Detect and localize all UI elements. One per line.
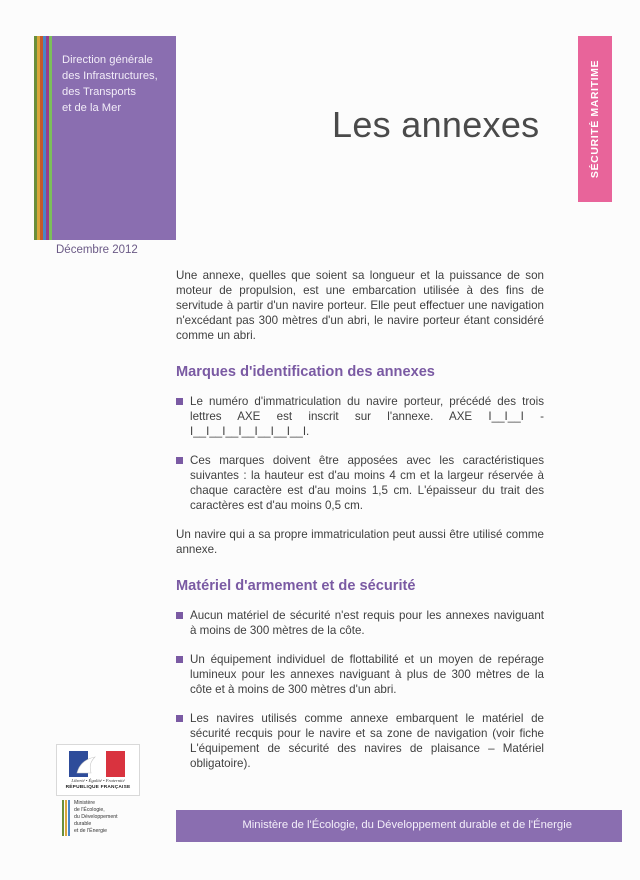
logo-motto: Liberté • Égalité • Fraternité xyxy=(71,778,125,783)
list-item xyxy=(176,453,544,513)
ministry-line: Ministère xyxy=(74,800,96,806)
list-item-text: Aucun matériel de sécurité n'est requis pour les annexes naviguant à moins de 300 mètres de la côte. xyxy=(190,609,544,637)
footer-ministry-name: Ministère de l'Écologie, du Développement durable et de l'Énergie xyxy=(242,819,572,831)
org-line: Direction générale xyxy=(62,54,153,66)
organization-name xyxy=(62,52,176,116)
main-content xyxy=(176,268,544,785)
publication-date: Décembre 2012 xyxy=(56,244,138,256)
equipment-list xyxy=(176,608,544,771)
side-tag xyxy=(578,36,612,202)
list-item-text: Les navires utilisés comme annexe embarquent le matériel de sécurité recquis pour le navire et sa zone de navigation (voir fiche L'équipement de sécurité des navires de plaisance – Matériel obligatoire). xyxy=(190,712,544,770)
bullet-square-icon xyxy=(176,457,183,464)
section-title-identification: Marques d'identification des annexes xyxy=(176,364,435,380)
ministry-line: du Développement xyxy=(74,814,118,820)
logo-republic: RÉPUBLIQUE FRANÇAISE xyxy=(65,785,131,790)
ministry-line: de l'Écologie, xyxy=(74,807,105,813)
republic-logo xyxy=(56,744,140,796)
org-line: des Transports xyxy=(62,86,136,98)
ministry-logo-text xyxy=(74,800,140,835)
bullet-square-icon xyxy=(176,656,183,663)
org-line: et de la Mer xyxy=(62,102,122,114)
color-stripes xyxy=(34,36,52,240)
list-item xyxy=(176,711,544,771)
section-title-equipment: Matériel d'armement et de sécurité xyxy=(176,578,416,594)
list-item xyxy=(176,394,544,439)
note-paragraph: Un navire qui a sa propre immatriculation peut aussi être utilisé comme annexe. xyxy=(176,528,544,556)
page-title: Les annexes xyxy=(332,104,540,145)
marianne-icon xyxy=(71,753,103,775)
bullet-square-icon xyxy=(176,715,183,722)
header-block xyxy=(34,36,176,240)
side-tag-label: SÉCURITÉ MARITIME xyxy=(589,59,601,179)
bullet-square-icon xyxy=(176,612,183,619)
list-item xyxy=(176,652,544,697)
list-item xyxy=(176,608,544,638)
footer-band xyxy=(176,810,622,842)
intro-paragraph: Une annexe, quelles que soient sa longueur et la puissance de son moteur de propulsion, est une embarcation utilisée à des fins de servitude à partir d'un navire porteur. Elle peut effectuer une navigation n'excédant pas 300 mètres d'un abri, le navire porteur étant considéré comme un abri. xyxy=(176,269,544,342)
org-line: des Infrastructures, xyxy=(62,70,158,82)
list-item-text: Un équipement individuel de flottabilité et un moyen de repérage lumineux pour les annexes naviguant à plus de 300 mètres de la côte et à moins de 300 mètres d'un abri. xyxy=(190,653,544,696)
ministry-line: durable xyxy=(74,821,92,827)
list-item-text: Le numéro d'immatriculation du navire porteur, précédé des trois lettres AXE est inscrit sur l'annexe. AXE I__I__I - I__I__I__I__I__I__I__I. xyxy=(190,395,544,438)
list-item-text: Ces marques doivent être apposées avec les caractéristiques suivantes : la hauteur est d'au moins 4 cm et la largeur réservée à chaque caractère est d'au moins 1,5 cm. L'épaisseur du trait des caractères est d'au moins 0,5 cm. xyxy=(190,454,544,512)
ministry-line: et de l'Énergie xyxy=(74,828,108,834)
ministry-color-bars xyxy=(62,800,72,836)
identification-list xyxy=(176,394,544,513)
bullet-square-icon xyxy=(176,398,183,405)
